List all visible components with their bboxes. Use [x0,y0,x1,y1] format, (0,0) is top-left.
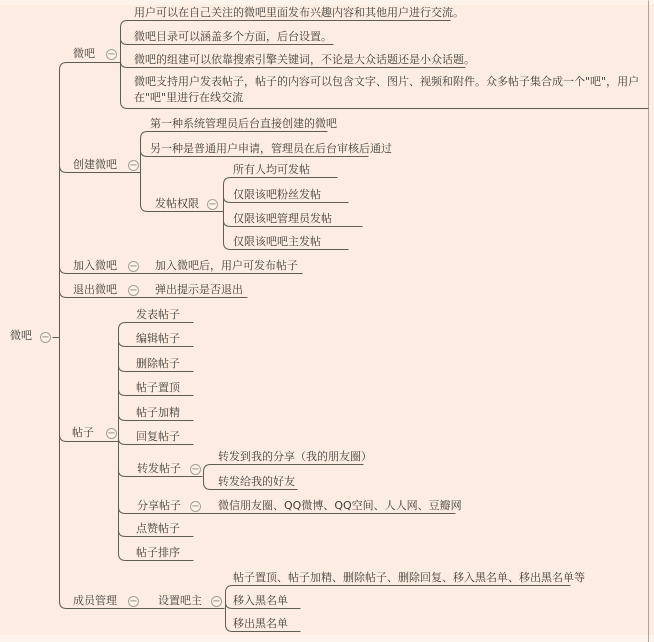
note-directory[interactable]: 微吧目录可以涵盖多个方面，后台设置。 [134,30,332,43]
collapse-icon[interactable]: − [129,596,138,607]
moderator-abilities[interactable]: 帖子置顶、帖子加精、删除帖子、删除回复、移入黑名单、移出黑名单等 [233,571,585,584]
topic-forward-post[interactable]: 转发帖子 [137,462,181,475]
post-pin[interactable]: 帖子置顶 [136,381,180,394]
post-reply[interactable]: 回复帖子 [136,430,180,443]
topic-create-weiba[interactable]: 创建微吧 [73,158,117,171]
topic-member-management[interactable]: 成员管理 [73,594,117,607]
note-join-effect[interactable]: 加入微吧后，用户可发布帖子 [155,259,298,272]
note-organization[interactable]: 微吧的组建可以依靠搜索引擎关键词，不论是大众话题还是小众话题。 [134,53,475,66]
topic-post-permission[interactable]: 发帖权限 [155,197,199,210]
topic-join-weiba[interactable]: 加入微吧 [73,259,117,272]
post-sort[interactable]: 帖子排序 [136,546,180,559]
post-edit[interactable]: 编辑帖子 [136,332,180,345]
post-publish[interactable]: 发表帖子 [136,308,180,321]
forward-to-share[interactable]: 转发到我的分享（我的朋友圈） [218,450,372,463]
collapse-icon[interactable]: − [41,332,50,343]
perm-owner-only[interactable]: 仅限该吧吧主发帖 [233,235,321,248]
collapse-icon[interactable]: − [129,261,138,272]
perm-everyone[interactable]: 所有人均可发帖 [233,163,310,176]
post-digest[interactable]: 帖子加精 [136,406,180,419]
topic-weiba-overview[interactable]: 微吧 [73,47,95,60]
collapse-icon[interactable]: − [107,428,116,439]
note-user-interaction[interactable]: 用户可以在自己关注的微吧里面发布兴趣内容和其他用户进行交流。 [134,6,464,19]
post-delete[interactable]: 删除帖子 [136,357,180,370]
topic-root[interactable]: 微吧 [10,329,32,342]
topic-set-moderator[interactable]: 设置吧主 [158,594,202,607]
note-post-support[interactable]: 微吧支持用户发表帖子，帖子的内容可以包含文字、图片、视频和附件。众多帖子集合成一个"吧"，用户在"吧"里进行在线交流 [134,75,640,104]
forward-to-friend[interactable]: 转发给我的好友 [218,475,295,488]
collapse-icon[interactable]: − [129,285,138,296]
note-user-apply[interactable]: 另一种是普通用户申请，管理员在后台审核后通过 [150,142,392,155]
collapse-icon[interactable]: − [191,464,200,475]
blacklist-remove[interactable]: 移出黑名单 [233,617,288,630]
topic-posts[interactable]: 帖子 [72,426,94,439]
collapse-icon[interactable]: − [191,501,200,512]
note-quit-prompt[interactable]: 弹出提示是否退出 [155,283,243,296]
collapse-icon[interactable]: − [212,596,221,607]
blacklist-add[interactable]: 移入黑名单 [233,594,288,607]
post-like[interactable]: 点赞帖子 [136,522,180,535]
perm-admin-only[interactable]: 仅限该吧管理员发帖 [233,212,332,225]
topic-share-post[interactable]: 分享帖子 [137,499,181,512]
collapse-icon[interactable]: − [129,160,138,171]
note-admin-create[interactable]: 第一种系统管理员后台直接创建的微吧 [150,117,337,130]
share-channels[interactable]: 微信朋友圈、QQ微博、QQ空间、人人网、豆瓣网 [218,499,462,512]
topic-quit-weiba[interactable]: 退出微吧 [73,283,117,296]
collapse-icon[interactable]: − [107,49,116,60]
perm-fans-only[interactable]: 仅限该吧粉丝发帖 [233,188,321,201]
collapse-icon[interactable]: − [208,199,217,210]
